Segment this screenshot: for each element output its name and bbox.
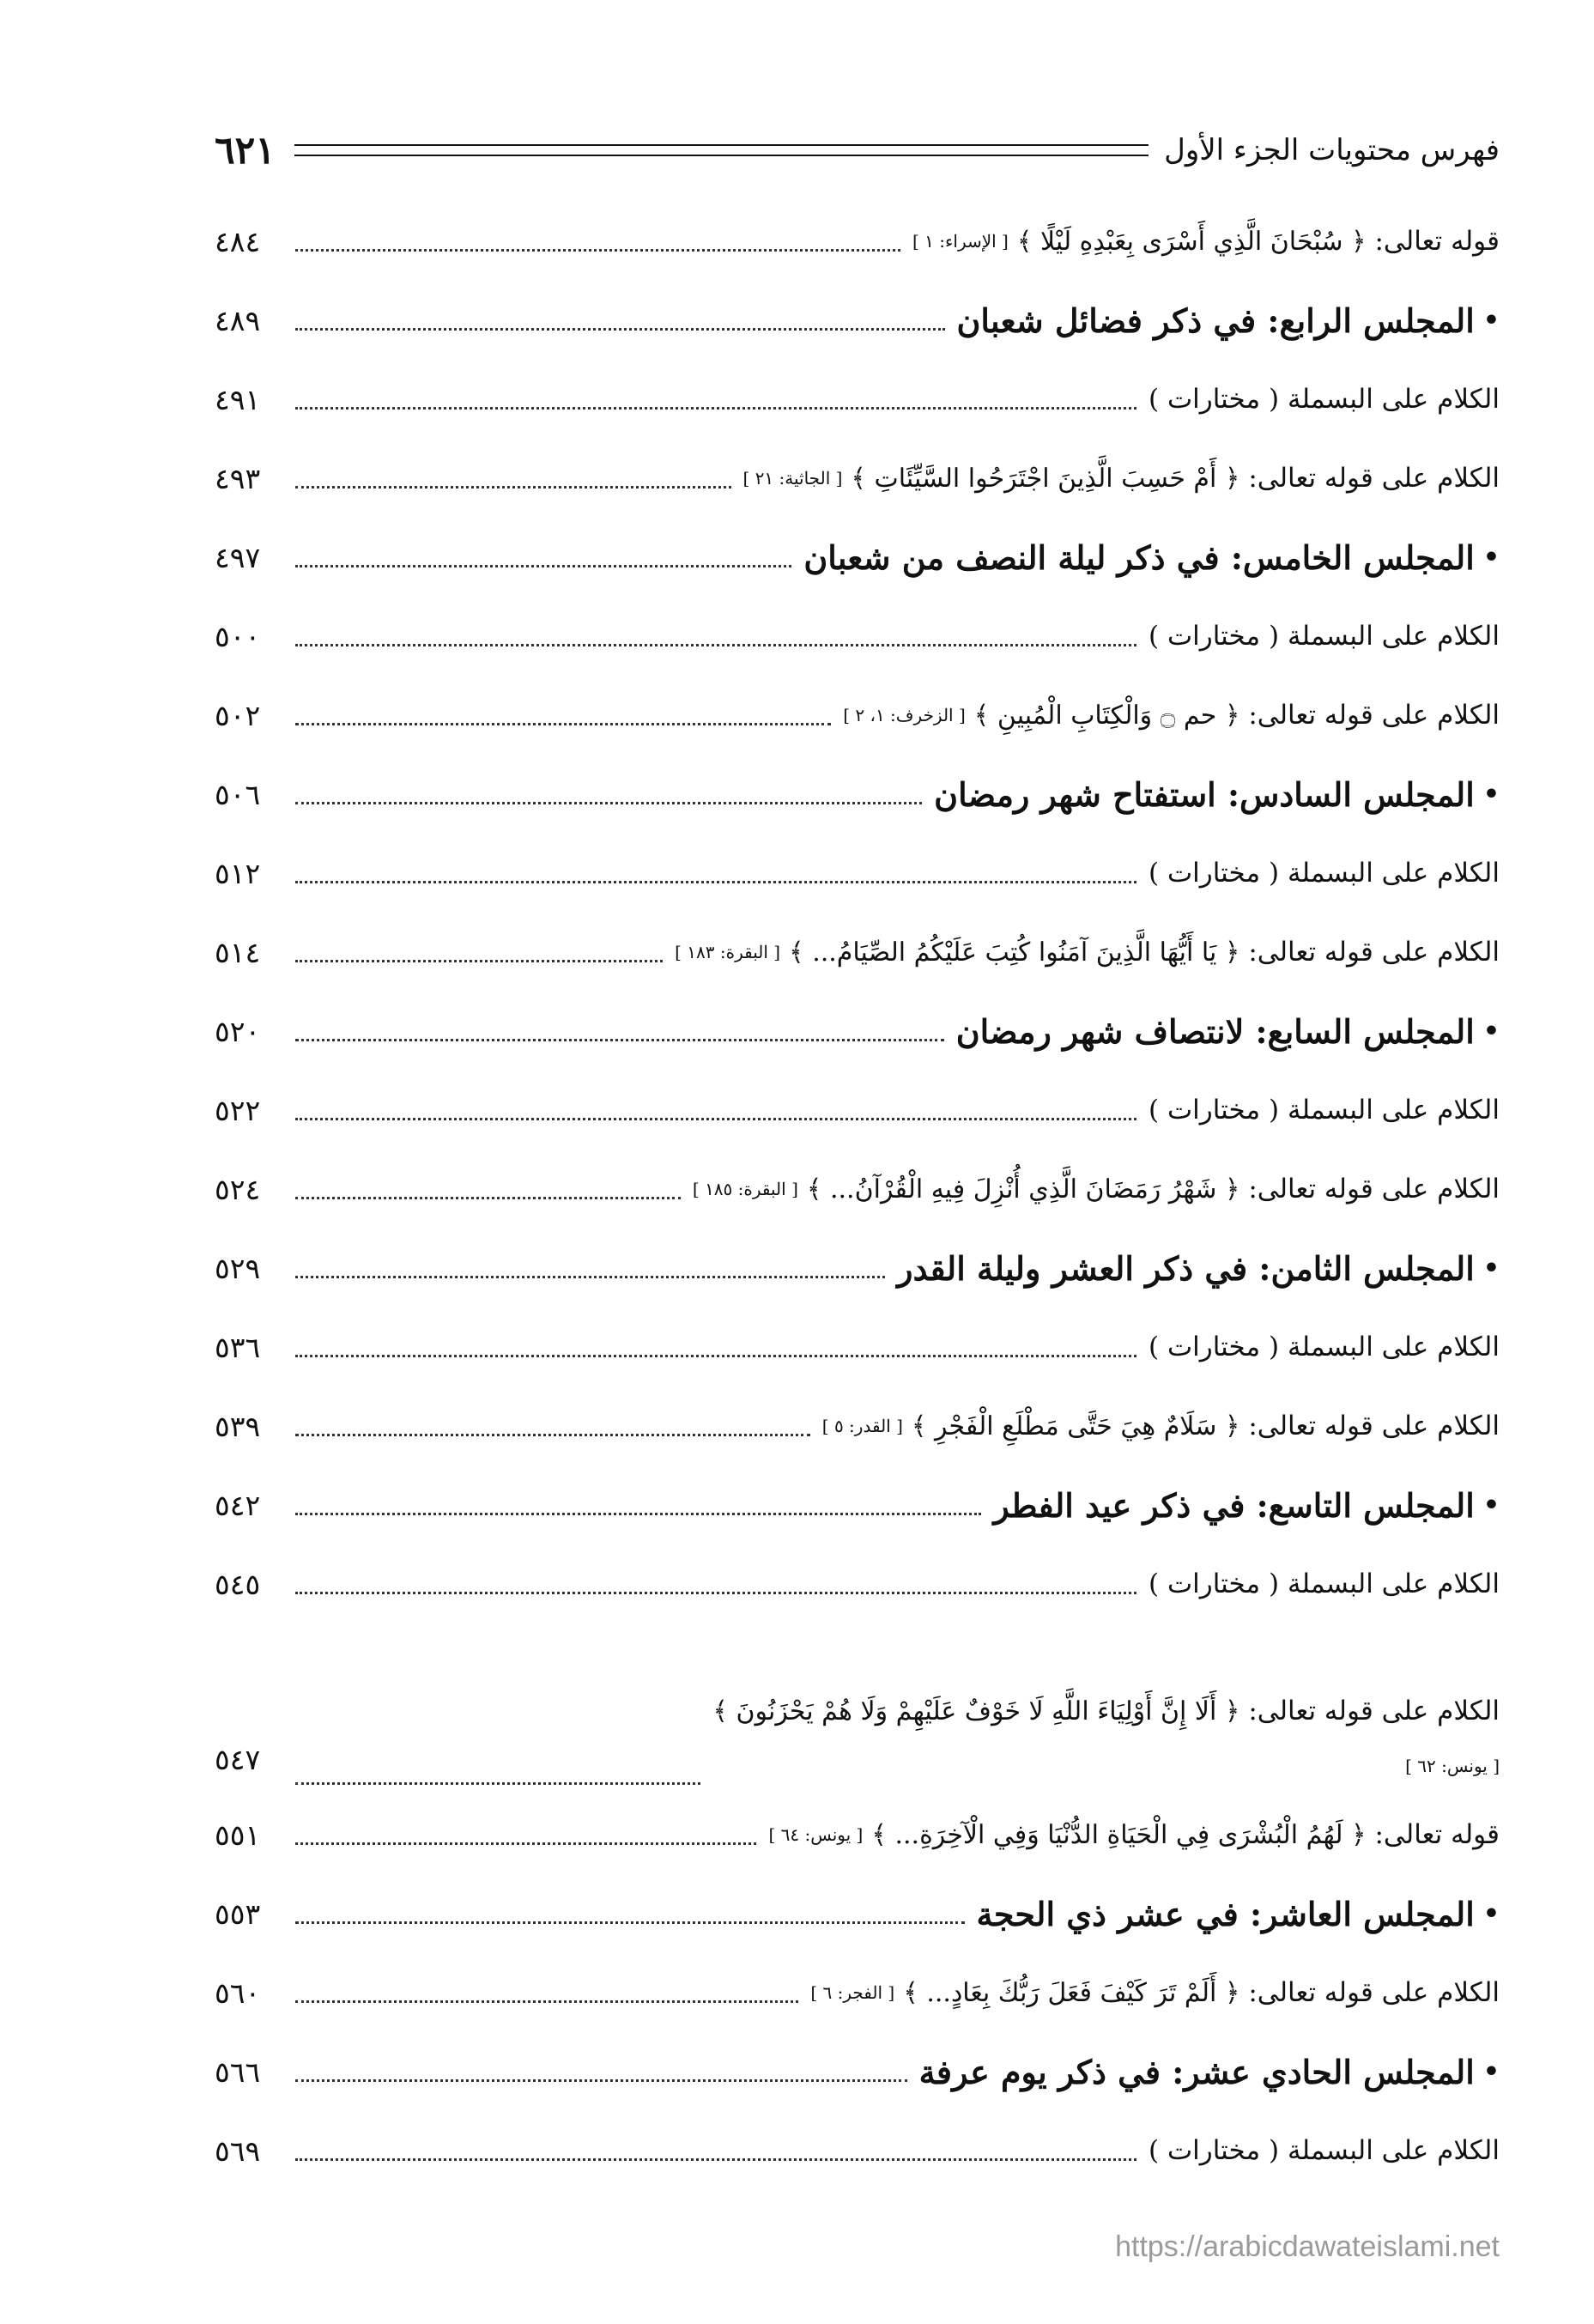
bullet-icon: • — [1482, 1253, 1500, 1283]
toc-page-number: ٥٥١ — [215, 1817, 261, 1852]
header-page-number: ٦٢١ — [215, 128, 276, 173]
toc-row — [215, 1150, 1500, 1229]
table-of-contents — [215, 202, 1500, 2190]
quran-verse: ﴿ لَهُمُ الْبُشْرَى فِي الْحَيَاةِ الدُّنْيَا وَفِي الْآخِرَةِ... ﴾ — [871, 1819, 1367, 1850]
toc-page-number: ٥١٤ — [215, 935, 261, 969]
verse-reference: [ يونس: ٦٢ ] — [1405, 1756, 1500, 1776]
verse-reference: [ القدر: ٥ ] — [821, 1416, 903, 1436]
verse-reference: [ الجاثية: ٢١ ] — [742, 468, 843, 488]
dot-leader — [295, 1197, 681, 1199]
toc-row — [215, 597, 1500, 676]
toc-entry-label: الكلام على البسملة ( مختارات ) — [1149, 621, 1500, 652]
quran-verse: ﴿ أَمْ حَسِبَ الَّذِينَ اجْتَرَحُوا السَّيِّئَاتِ ﴾ — [851, 463, 1240, 494]
toc-page-number: ٥٢٠ — [215, 1014, 261, 1048]
toc-row — [215, 1544, 1500, 1623]
quran-verse: ﴿ يَا أَيُّهَا الَّذِينَ آمَنُوا كُتِبَ عَلَيْكُمُ الصِّيَامُ... ﴾ — [789, 937, 1240, 968]
quran-verse: ﴿ أَلَمْ تَرَ كَيْفَ فَعَلَ رَبُّكَ بِعَادٍ... ﴾ — [903, 1977, 1240, 2008]
toc-row — [215, 913, 1500, 992]
toc-page-number: ٤٨٤ — [215, 224, 261, 258]
toc-page-number: ٤٩١ — [215, 382, 261, 416]
toc-entry-text — [919, 2053, 1500, 2091]
toc-entry-text — [1149, 1095, 1500, 1126]
toc-entry-label: الكلام على قوله تعالى: — [1248, 1411, 1500, 1441]
toc-page-number: ٥٥٣ — [215, 1896, 261, 1931]
toc-page-number: ٥٠٢ — [215, 698, 261, 732]
toc-page-number: ٥٢٩ — [215, 1251, 261, 1285]
verse-reference: [ يونس: ٦٤ ] — [768, 1824, 864, 1845]
toc-entry-text — [1149, 1569, 1500, 1599]
bullet-icon: • — [1482, 305, 1500, 336]
dot-leader — [295, 1039, 944, 1041]
toc-entry-text — [956, 1012, 1500, 1051]
toc-row — [215, 1795, 1500, 1874]
toc-row — [215, 1387, 1500, 1465]
toc-heading-row — [215, 2032, 1500, 2111]
toc-heading-row — [215, 281, 1500, 360]
toc-page-number: ٤٩٣ — [215, 461, 261, 495]
toc-heading-row — [215, 1465, 1500, 1544]
toc-row — [215, 676, 1500, 755]
toc-page-number: ٥٠٦ — [215, 777, 261, 811]
dot-leader — [295, 1513, 981, 1515]
toc-row — [215, 1071, 1500, 1150]
toc-entry-label: الكلام على قوله تعالى: — [1248, 463, 1500, 494]
toc-page-number: ٤٩٧ — [215, 540, 261, 574]
dot-leader — [295, 328, 945, 331]
toc-entry-text — [1149, 621, 1500, 652]
header-double-rule — [294, 144, 1149, 156]
verse-reference: [ الإسراء: ١ ] — [912, 231, 1009, 252]
majlis-heading: المجلس السادس: استفتاح شهر رمضان — [934, 774, 1475, 814]
dot-leader — [295, 2000, 798, 2003]
bullet-icon: • — [1482, 1016, 1500, 1047]
majlis-heading: المجلس الحادي عشر: في ذكر يوم عرفة — [918, 2052, 1475, 2091]
dot-leader — [295, 1276, 885, 1278]
toc-entry-text — [693, 1174, 1500, 1204]
dot-leader — [295, 486, 731, 488]
toc-entry-label: الكلام على قوله تعالى: — [1248, 1696, 1500, 1726]
toc-entry-text — [712, 1696, 1500, 1776]
toc-entry-text — [1149, 1332, 1500, 1362]
toc-page-number: ٥٤٧ — [215, 1743, 261, 1776]
toc-page-number: ٥٣٦ — [215, 1330, 261, 1364]
toc-entry-text — [803, 538, 1500, 577]
bullet-icon: • — [1482, 1490, 1500, 1520]
bullet-icon: • — [1482, 779, 1500, 810]
toc-entry-text — [912, 226, 1500, 257]
majlis-heading: المجلس الثامن: في ذكر العشر وليلة القدر — [897, 1248, 1475, 1288]
majlis-heading: المجلس السابع: لانتصاف شهر رمضان — [955, 1011, 1475, 1051]
quran-verse: ﴿ شَهْرُ رَمَضَانَ الَّذِي أُنْزِلَ فِيهِ الْقُرْآنُ... ﴾ — [806, 1174, 1240, 1204]
dot-leader — [295, 249, 900, 252]
header-title: فهرس محتويات الجزء الأول — [1164, 133, 1500, 167]
toc-page-number: ٥١٢ — [215, 856, 261, 890]
dot-leader — [295, 1118, 1136, 1120]
toc-entry-text — [1149, 2135, 1500, 2166]
dot-leader — [295, 802, 922, 804]
toc-page-number: ٥٤٢ — [215, 1488, 261, 1522]
verse-reference: [ الفجر: ٦ ] — [810, 1982, 895, 2003]
toc-entry-label: قوله تعالى: — [1374, 1819, 1500, 1850]
toc-page-number: ٥٠٠ — [215, 619, 261, 653]
toc-row — [215, 439, 1500, 518]
dot-leader — [295, 960, 663, 962]
dot-leader — [295, 723, 831, 725]
toc-heading-row — [215, 1229, 1500, 1308]
bullet-icon: • — [1482, 1898, 1500, 1929]
toc-row — [215, 834, 1500, 913]
toc-entry-text — [810, 1977, 1500, 2008]
dot-leader — [295, 1434, 810, 1436]
verse-reference: [ الزخرف: ١، ٢ ] — [843, 705, 966, 725]
dot-leader — [295, 1842, 756, 1845]
toc-entry-label: الكلام على قوله تعالى: — [1248, 1977, 1500, 2008]
toc-heading-row — [215, 755, 1500, 834]
toc-entry-label: قوله تعالى: — [1374, 226, 1500, 257]
toc-row — [215, 1308, 1500, 1387]
toc-entry-label: الكلام على البسملة ( مختارات ) — [1149, 1332, 1500, 1362]
toc-entry-line-1 — [712, 1696, 1500, 1726]
toc-entry-text — [843, 700, 1500, 731]
toc-heading-row — [215, 1874, 1500, 1953]
toc-entry-label: الكلام على قوله تعالى: — [1248, 700, 1500, 731]
dot-leader — [295, 565, 791, 567]
quran-verse: ﴿ سُبْحَانَ الَّذِي أَسْرَى بِعَبْدِهِ لَيْلًا ﴾ — [1016, 226, 1367, 257]
toc-row — [215, 2111, 1500, 2190]
toc-entry-label: الكلام على البسملة ( مختارات ) — [1149, 2135, 1500, 2166]
toc-entry-label: الكلام على البسملة ( مختارات ) — [1149, 858, 1500, 889]
toc-page-number: ٥٦٩ — [215, 2133, 261, 2168]
toc-entry-text — [768, 1819, 1500, 1850]
dot-leader — [295, 644, 1136, 646]
toc-page-number: ٥٣٩ — [215, 1409, 261, 1443]
verse-reference: [ البقرة: ١٨٣ ] — [675, 942, 781, 962]
toc-entry-text — [897, 1249, 1500, 1288]
dot-leader — [295, 2158, 1136, 2161]
quran-verse: ﴿ سَلَامٌ هِيَ حَتَّى مَطْلَعِ الْفَجْرِ ﴾ — [911, 1411, 1240, 1441]
quran-verse: ﴿ حم ۝ وَالْكِتَابِ الْمُبِينِ ﴾ — [973, 700, 1240, 731]
toc-page-number: ٥٦٦ — [215, 2054, 261, 2089]
toc-entry-text — [675, 937, 1500, 968]
dot-leader — [295, 881, 1136, 883]
toc-entry-label: الكلام على البسملة ( مختارات ) — [1149, 1095, 1500, 1126]
toc-heading-row — [215, 992, 1500, 1071]
quran-verse: ﴿ أَلَا إِنَّ أَوْلِيَاءَ اللَّهِ لَا خَوْفٌ عَلَيْهِمْ وَلَا هُمْ يَحْزَنُونَ ﴾ — [712, 1696, 1240, 1726]
dot-leader — [295, 1921, 965, 1924]
toc-row — [215, 202, 1500, 281]
toc-page-number: ٤٨٩ — [215, 303, 261, 337]
watermark-url: https://arabicdawateislami.net — [1115, 2230, 1500, 2263]
dot-leader — [295, 1782, 700, 1785]
toc-page-number: ٥٦٠ — [215, 1975, 261, 2010]
toc-row — [215, 360, 1500, 439]
dot-leader — [295, 1355, 1136, 1357]
verse-reference: [ البقرة: ١٨٥ ] — [692, 1179, 798, 1199]
bullet-icon: • — [1482, 542, 1500, 573]
toc-row — [215, 1953, 1500, 2032]
dot-leader — [295, 1592, 1136, 1594]
toc-entry-label: الكلام على البسملة ( مختارات ) — [1149, 384, 1500, 415]
toc-entry-text — [993, 1486, 1500, 1525]
toc-entry-text — [1149, 858, 1500, 889]
toc-row — [215, 1623, 1500, 1795]
toc-entry-text — [957, 301, 1500, 340]
majlis-heading: المجلس التاسع: في ذكر عيد الفطر — [993, 1485, 1475, 1525]
toc-entry-label: الكلام على قوله تعالى: — [1248, 1174, 1500, 1204]
majlis-heading: المجلس الرابع: في ذكر فضائل شعبان — [956, 300, 1475, 340]
toc-entry-label: الكلام على قوله تعالى: — [1248, 937, 1500, 968]
toc-entry-text — [977, 1895, 1500, 1933]
dot-leader — [295, 407, 1136, 410]
toc-page-number: ٥٢٤ — [215, 1172, 261, 1206]
page-header — [215, 120, 1500, 180]
majlis-heading: المجلس العاشر: في عشر ذي الحجة — [976, 1894, 1475, 1933]
toc-entry-text — [822, 1411, 1500, 1441]
toc-heading-row — [215, 518, 1500, 597]
toc-entry-text — [743, 463, 1500, 494]
toc-entry-label: الكلام على البسملة ( مختارات ) — [1149, 1569, 1500, 1599]
toc-entry-text — [1149, 384, 1500, 415]
dot-leader — [295, 2079, 907, 2082]
toc-page-number: ٥٢٢ — [215, 1093, 261, 1127]
majlis-heading: المجلس الخامس: في ذكر ليلة النصف من شعبان — [803, 537, 1475, 577]
bullet-icon: • — [1482, 2056, 1500, 2087]
toc-entry-text — [934, 775, 1500, 814]
toc-page-number: ٥٤٥ — [215, 1567, 261, 1601]
